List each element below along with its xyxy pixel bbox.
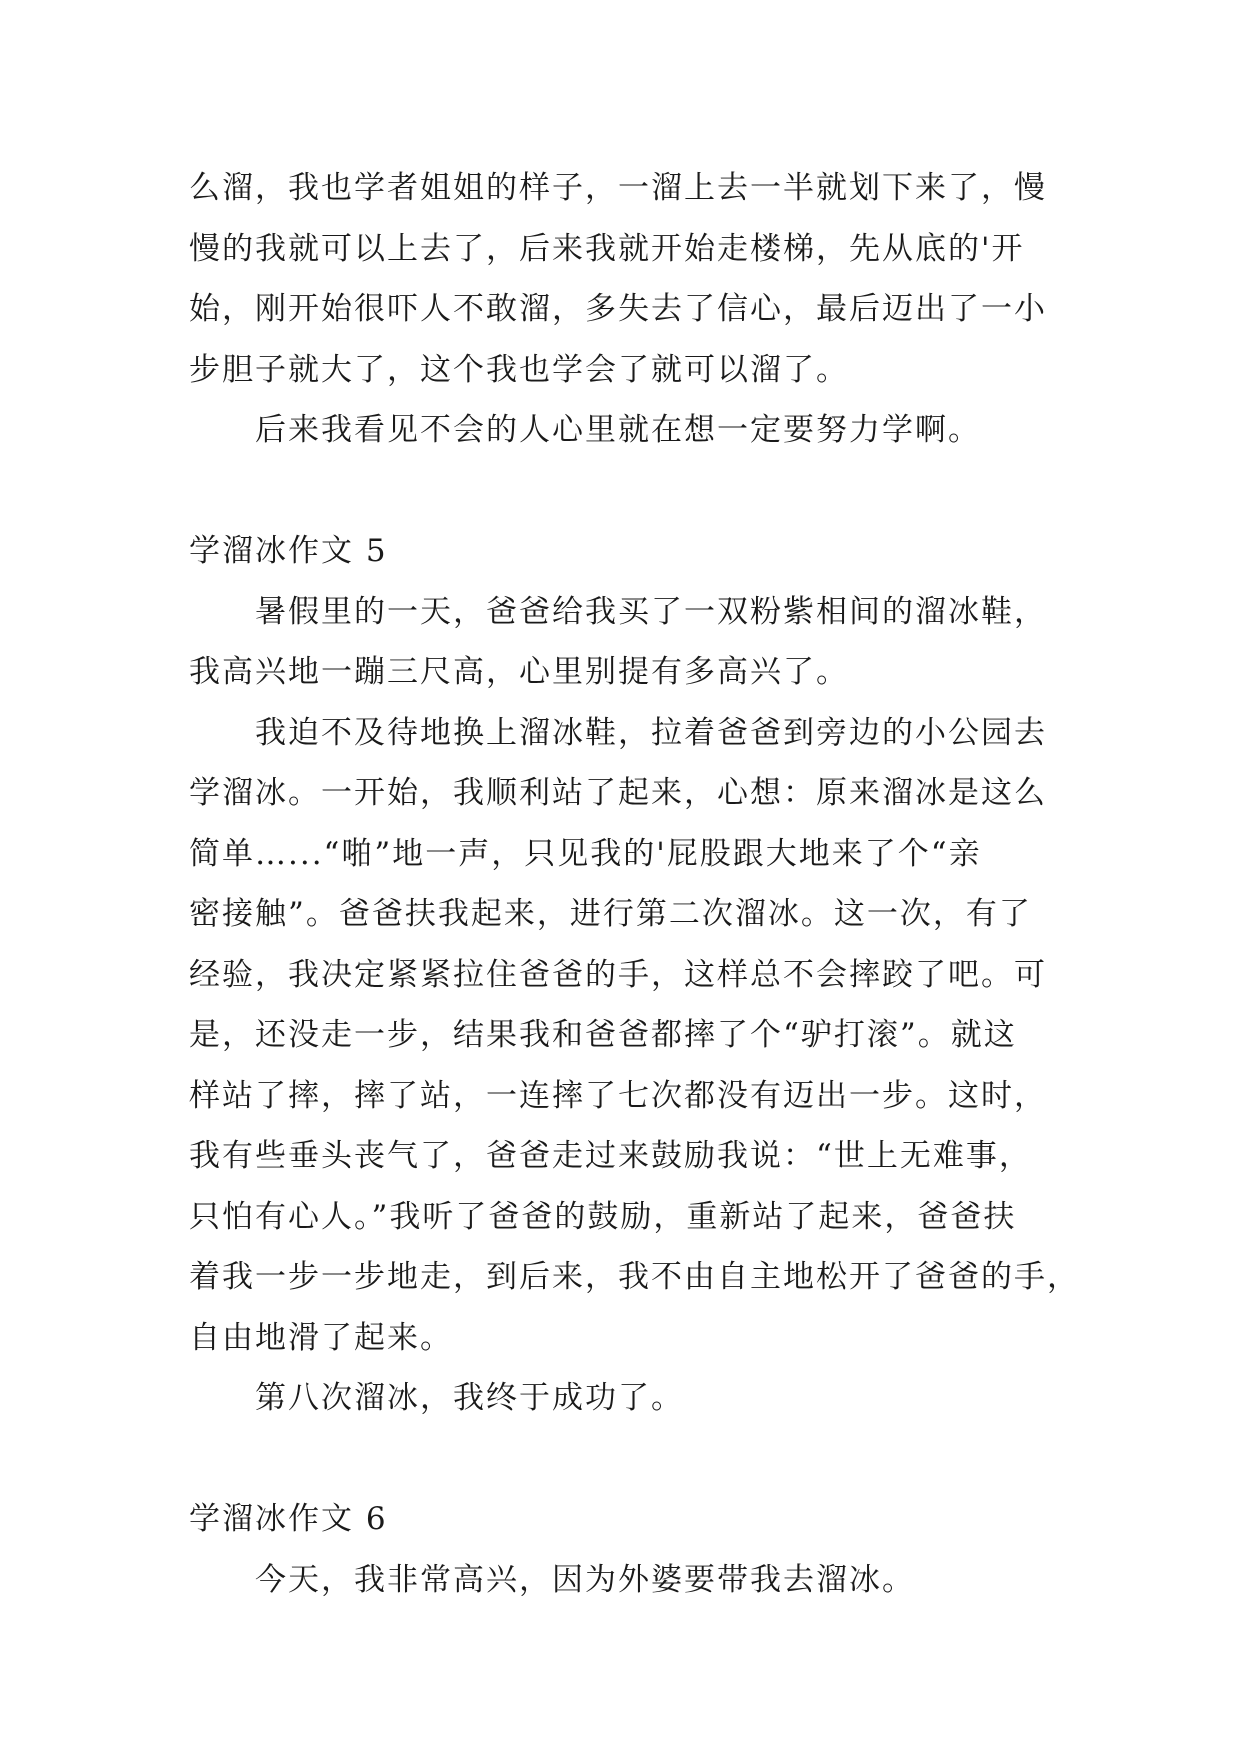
text-line: 我高兴地一蹦三尺高，心里别提有多高兴了。 [189, 654, 849, 690]
document-body [189, 158, 1080, 1610]
paragraph-line: 后来我看见不会的人心里就在想一定要努力学啊。 [255, 412, 981, 448]
text-line: 样站了摔，摔了站，一连摔了七次都没有迈出一步。这时， [189, 1077, 1047, 1114]
text-line: 学溜冰。一开始，我顺利站了起来，心想：原来溜冰是这么 [189, 775, 1047, 811]
text-line: 步胆子就大了，这个我也学会了就可以溜了。 [189, 351, 849, 388]
text-line: 始，刚开始很吓人不敢溜，多失去了信心，最后迈出了一小 [189, 291, 1047, 327]
essay-6-title: 学溜冰作文 6 [189, 1501, 388, 1537]
text-line: 密接触”。爸爸扶我起来，进行第二次溜冰。这一次，有了 [189, 896, 1032, 932]
text-line: 着我一步一步地走，到后来，我不由自主地松开了爸爸的手， [189, 1259, 1080, 1295]
section-gap [189, 461, 1069, 522]
paragraph-line: 今天，我非常高兴，因为外婆要带我去溜冰。 [255, 1561, 915, 1598]
text-line: 我有些垂头丧气了，爸爸走过来鼓励我说：“世上无难事， [189, 1138, 1032, 1174]
text-line: 只怕有心人。”我听了爸爸的鼓励，重新站了起来，爸爸扶 [189, 1198, 1017, 1235]
text-line: 是，还没走一步，结果我和爸爸都摔了个“驴打滚”。就这 [189, 1017, 1017, 1053]
paragraph-line: 第八次溜冰，我终于成功了。 [255, 1380, 684, 1416]
essay-5-title: 学溜冰作文 5 [189, 533, 388, 569]
text-line: 简单…...“啪”地一声，只见我的'屁股跟大地来了个“亲 [189, 835, 982, 872]
text-line: 么溜，我也学者姐姐的样子，一溜上去一半就划下来了，慢 [189, 170, 1047, 206]
paragraph-line: 我迫不及待地换上溜冰鞋，拉着爸爸到旁边的小公园去 [255, 714, 1047, 751]
text-line: 自由地滑了起来。 [189, 1319, 453, 1356]
paragraph-line: 暑假里的一天，爸爸给我买了一双粉紫相间的溜冰鞋， [255, 593, 1047, 630]
section-gap [189, 1429, 1069, 1490]
text-line: 经验，我决定紧紧拉住爸爸的手，这样总不会摔跤了吧。可 [189, 956, 1047, 993]
text-line: 慢的我就可以上去了，后来我就开始走楼梯，先从底的'开 [189, 230, 1025, 267]
